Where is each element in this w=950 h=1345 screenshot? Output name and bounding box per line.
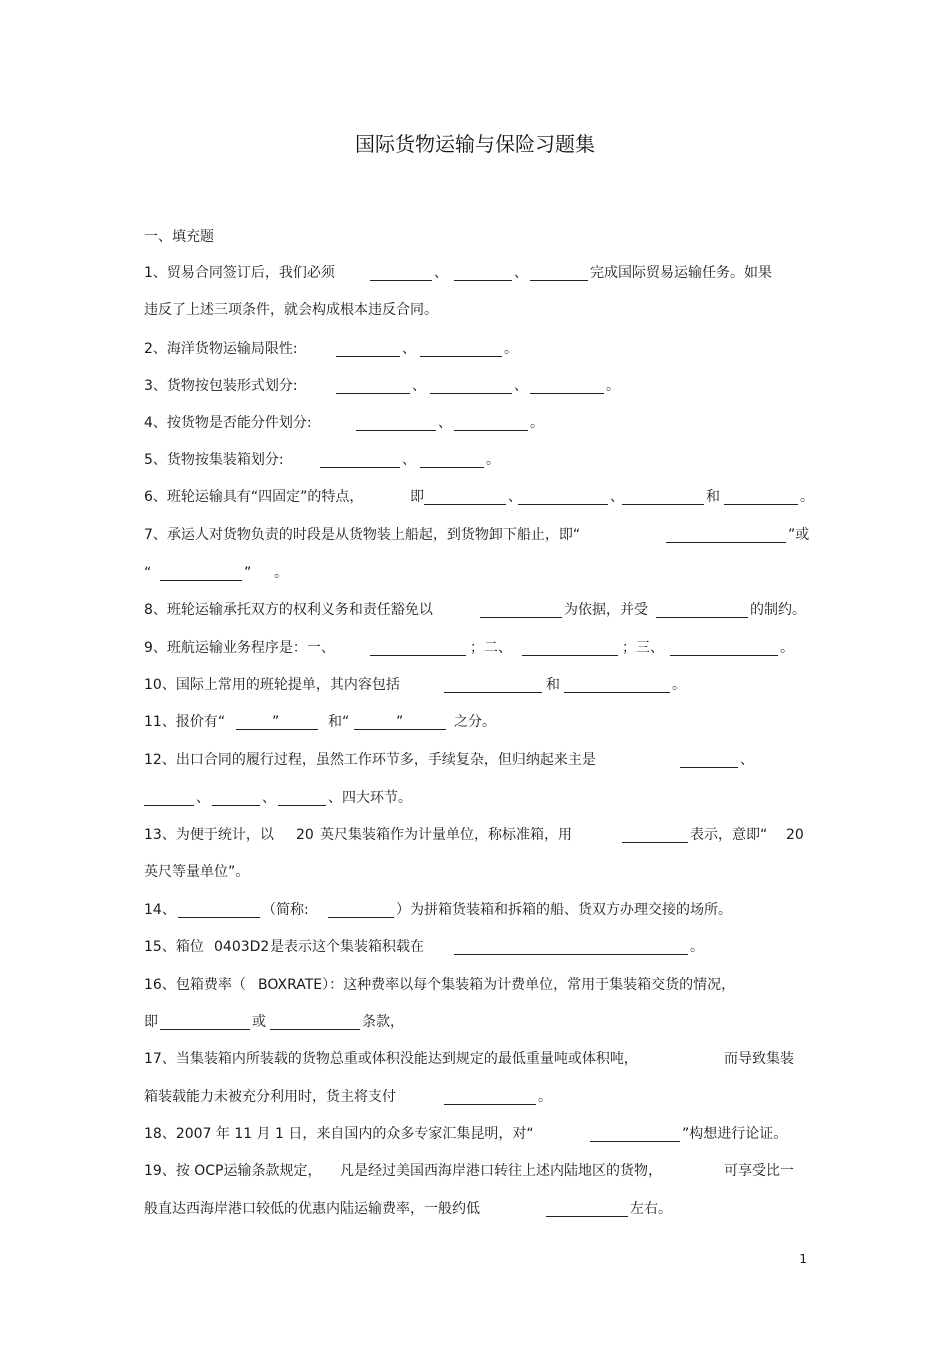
answer-blank[interactable] <box>270 1029 360 1030</box>
answer-blank[interactable] <box>144 805 194 806</box>
answer-blank[interactable] <box>336 393 410 394</box>
answer-blank[interactable] <box>356 430 436 431</box>
answer-blank[interactable] <box>546 1216 628 1217</box>
answer-blank[interactable] <box>666 542 786 543</box>
answer-blank[interactable] <box>670 655 778 656</box>
answer-blank[interactable] <box>430 393 512 394</box>
answer-blank[interactable] <box>454 430 528 431</box>
answer-blank[interactable] <box>454 954 688 955</box>
answer-blank[interactable] <box>328 917 394 918</box>
answer-blank[interactable] <box>278 805 326 806</box>
answer-blank[interactable] <box>370 280 432 281</box>
answer-blank[interactable] <box>454 280 512 281</box>
answer-blank[interactable] <box>656 617 748 618</box>
answer-blank[interactable] <box>622 842 688 843</box>
answer-blank[interactable] <box>160 1029 250 1030</box>
answer-blank[interactable] <box>724 504 798 505</box>
answer-blank[interactable] <box>444 692 542 693</box>
answer-blank[interactable] <box>530 393 604 394</box>
answer-blank[interactable] <box>622 504 704 505</box>
answer-blank[interactable] <box>480 617 562 618</box>
answer-blank[interactable] <box>522 655 618 656</box>
answer-blank[interactable] <box>680 767 738 768</box>
answer-blank[interactable] <box>518 504 608 505</box>
answer-blank[interactable] <box>212 805 260 806</box>
answer-blank[interactable] <box>320 467 400 468</box>
answer-blank[interactable] <box>424 504 506 505</box>
answer-blank[interactable] <box>336 356 400 357</box>
answer-blank[interactable] <box>420 467 484 468</box>
answer-blank[interactable] <box>420 356 502 357</box>
answer-blank[interactable] <box>370 655 466 656</box>
answer-blank[interactable] <box>530 280 588 281</box>
answer-blank[interactable] <box>178 917 260 918</box>
answer-blank[interactable] <box>564 692 670 693</box>
answer-blank[interactable] <box>444 1104 536 1105</box>
page-number: 1 <box>799 1252 807 1266</box>
page-title: 国际货物运输与保险习题集 <box>355 132 595 156</box>
answer-blank[interactable] <box>590 1141 680 1142</box>
answer-blank[interactable] <box>160 580 242 581</box>
